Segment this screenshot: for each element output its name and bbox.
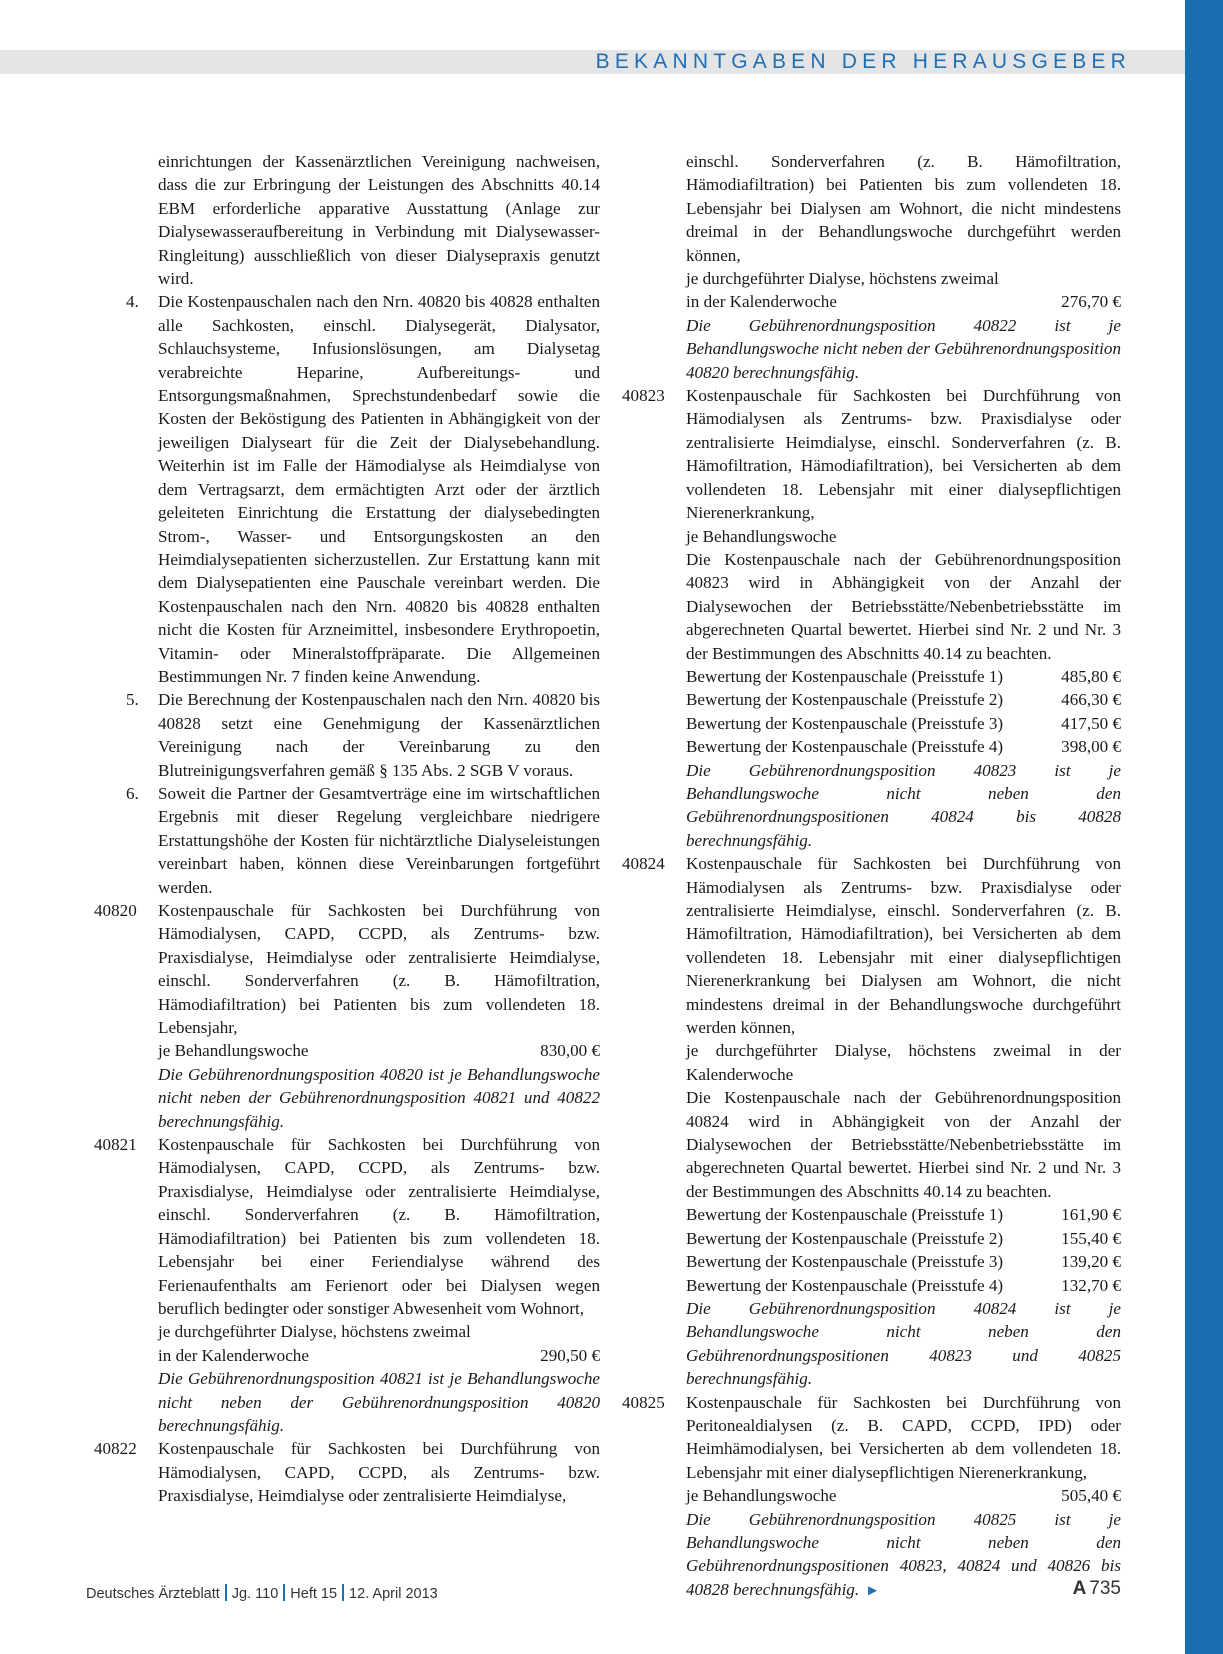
fee-unit: in der Kalenderwoche: [158, 1345, 309, 1365]
fee-price-row: [686, 1484, 1121, 1507]
rate-row: [686, 1250, 1121, 1273]
fee-entry-40822: [94, 1437, 600, 1507]
issue: Heft 15: [290, 1586, 338, 1602]
fee-description: Kostenpauschale für Sachkosten bei Durchführung von Hämodialysen, CAPD, CCPD, als Zentrums- bzw. Praxisdialyse, Heimdialyse oder zentralisierte Heimdialyse, einschl. Sonderverfahren (z. B. Hämofiltration, Hämodiafiltration) bei Patienten bis zum vollendeten 18. Lebensjahr bei einer Feriendialyse während des Ferienaufenthalts am Ferienort oder bei Dialysen wegen beruflich bedingter oder sonstiger Abwesenheit vom Wohnort,: [158, 1135, 600, 1318]
rate-price: 398,00 €: [1061, 737, 1121, 757]
rate-row: [686, 665, 1121, 688]
fee-code: 40820: [94, 901, 137, 920]
rate-label: Bewertung der Kostenpauschale (Preisstufe 4): [686, 737, 1004, 757]
list-text: Soweit die Partner der Gesamtverträge eine im wirtschaftlichen Ergebnis mit dieser Regelung vergleichbare niedrigere Erstattungshöhe der Kosten für nichtärztliche Dialyseleistungen vereinbart haben, können diese Vereinbarungen fortgeführt werden.: [158, 783, 600, 897]
list-item: [94, 782, 600, 899]
rate-label: Bewertung der Kostenpauschale (Preisstufe 1): [686, 1205, 1004, 1225]
fee-unit: je durchgeführter Dialyse, höchstens zweimal: [158, 1322, 471, 1342]
rate-label: Bewertung der Kostenpauschale (Preisstufe 2): [686, 1228, 1004, 1248]
rate-price: 161,90 €: [1061, 1205, 1121, 1225]
rate-label: Bewertung der Kostenpauschale (Preisstufe 2): [686, 690, 1004, 710]
right-column: [622, 150, 1121, 1603]
list-text: Die Berechnung der Kostenpauschalen nach den Nrn. 40820 bis 40828 setzt eine Genehmigung der Kassenärztlichen Vereinigung nach der Vereinbarung zu den Blutreinigungsverfahren gemäß § 135 Abs. 2 SGB V voraus.: [158, 690, 600, 780]
fee-description: Kostenpauschale für Sachkosten bei Durchführung von Hämodialysen, CAPD, CCPD, als Zentrums- bzw. Praxisdialyse, Heimdialyse oder zentralisierte Heimdialyse, einschl. Sonderverfahren (z. B. Hämofiltration, Hämodiafiltration) bei Patienten bis zum vollendeten 18. Lebensjahr,: [158, 901, 600, 1038]
fee-unit: in der Kalenderwoche: [686, 292, 837, 312]
rate-price: 139,20 €: [1061, 1252, 1121, 1272]
rate-price: 485,80 €: [1061, 666, 1121, 686]
rate-label: Bewertung der Kostenpauschale (Preisstufe 1): [686, 666, 1004, 686]
fee-price-row: [158, 1039, 600, 1062]
rate-row: [686, 1274, 1121, 1297]
continued-paragraph: einschl. Sonderverfahren (z. B. Hämofiltration, Hämodiafiltration) bei Patienten bis zum vollendeten 18. Lebensjahr bei Dialysen am Wohnort, die nicht mindestens dreimal in der Behandlungswoche durchgeführt werden können,: [686, 152, 1121, 265]
fee-price-row: [158, 1344, 600, 1367]
fee-body: Die Kostenpauschale nach der Gebührenordnungsposition 40824 wird in Abhängigkeit von der Anzahl der Dialysewochen der Betriebsstätte/Nebenbetriebsstätte im abgerechneten Quartal bewertet. Hierbei sind Nr. 2 und Nr. 3 der Bestimmungen des Abschnitts 40.14 zu beachten.: [686, 1088, 1121, 1201]
fee-unit: je durchgeführter Dialyse, höchstens zweimal: [686, 269, 999, 289]
fee-note: Die Gebührenordnungsposition 40824 ist je Behandlungswoche nicht neben den Gebührenordnungspositionen 40823 und 40825 berechnungsfähig.: [686, 1298, 1121, 1389]
fee-note: Die Gebührenordnungsposition 40823 ist je Behandlungswoche nicht neben den Gebührenordnungspositionen 40824 bis 40828 berechnungsfähig.: [686, 760, 1121, 850]
list-item: [94, 290, 600, 688]
list-number: 6.: [126, 783, 139, 803]
rate-row: [686, 1203, 1121, 1226]
rate-label: Bewertung der Kostenpauschale (Preisstufe 3): [686, 1252, 1004, 1272]
fee-note: Die Gebührenordnungsposition 40822 ist je Behandlungswoche nicht neben der Gebührenordnungsposition 40820 berechnungsfähig.: [686, 315, 1121, 382]
fee-price: 830,00 €: [540, 1041, 600, 1061]
fee-code: 40825: [622, 1392, 665, 1412]
list-number: 4.: [126, 292, 139, 312]
fee-code: 40821: [94, 1135, 137, 1155]
fee-note: Die Gebührenordnungsposition 40821 ist je Behandlungswoche nicht neben der Gebührenordnungsposition 40820 berechnungsfähig.: [158, 1369, 600, 1435]
fee-note-text: Die Gebührenordnungsposition 40825 ist je Behandlungswoche nicht neben den Gebührenordnungspositionen 40823, 40824 und 40826 bis 40828 berechnungsfähig.: [686, 1509, 1121, 1599]
list-text: Die Kostenpauschalen nach den Nrn. 40820 bis 40828 enthalten alle Sachkosten, einschl. Dialysegerät, Dialysator, Schlauchsysteme, Infusionslösungen, am Dialysetag verabreichte Heparine, Aufbereitungs- und Entsorgungsmaßnahmen, Sprechstundenbedarf sowie die Kosten der Beköstigung des Patienten in Abhängigkeit von der jeweiligen Dialyseart für die Zeit der Dialysebehandlung. Weiterhin ist im Falle der Hämodialyse als Heimdialyse von dem Vertragsarzt, dem ermächtigten Arzt oder der ärztlich geleiteten Einrichtung die Erstattung der dialysebedingten Strom-, Wasser- und Entsorgungskosten an den Heimdialysepatienten sicherzustellen. Zur Erstattung kann mit dem Dialysepatienten eine Pauschale vereinbart werden. Die Kostenpauschalen nach den Nrn. 40820 bis 40828 enthalten nicht die Kosten für Arzneimittel, insbesondere Erythropoetin, Vitamin- oder Mineralstoffpräparate. Die Allgemeinen Bestimmungen Nr. 7 finden keine Anwendung.: [158, 292, 600, 686]
continued-paragraph: einrichtungen der Kassenärztlichen Vereinigung nachweisen, dass die zur Erbringung der Leistungen des Abschnitts 40.14 EBM erforderliche apparative Ausstattung (Anlage zur Dialysewasseraufbereitung in Verbindung mit Dialysewasser-Ringleitung) ausschließlich von dieser Dialysepraxis genutzt wird.: [158, 152, 600, 289]
separator: [283, 1584, 285, 1601]
fee-note: [686, 1508, 1121, 1604]
fee-code: 40823: [622, 386, 665, 406]
left-column: [94, 150, 600, 1508]
fee-price: 290,50 €: [540, 1345, 600, 1365]
page-prefix: A: [1072, 1578, 1087, 1599]
rate-price: 155,40 €: [1061, 1228, 1121, 1248]
rate-price: 132,70 €: [1061, 1275, 1121, 1295]
journal-name: Deutsches Ärzteblatt: [86, 1586, 220, 1602]
rate-row: [686, 1227, 1121, 1250]
fee-code: 40822: [94, 1439, 137, 1459]
fee-description: Kostenpauschale für Sachkosten bei Durchführung von Hämodialysen als Zentrums- bzw. Praxisdialyse oder zentralisierte Heimdialyse, einschl. Sonderverfahren (z. B. Hämofiltration, Hämodiafiltration), bei Versicherten ab dem vollendeten 18. Lebensjahr mit einer dialysepflichtigen Nierenerkrankung,: [686, 386, 1121, 523]
issue-date: 12. April 2013: [349, 1586, 438, 1602]
page-number: [1073, 1578, 1121, 1600]
fee-entry-40821: [94, 1133, 600, 1437]
page-number-value: 735: [1089, 1578, 1121, 1599]
rate-label: Bewertung der Kostenpauschale (Preisstufe 4): [686, 1275, 1004, 1295]
side-stripe: [1185, 0, 1223, 1654]
separator: [342, 1584, 344, 1601]
fee-entry-40823: [622, 384, 1121, 852]
rate-price: 466,30 €: [1061, 690, 1121, 710]
fee-price: 505,40 €: [1061, 1486, 1121, 1506]
fee-unit: je Behandlungswoche: [686, 1486, 837, 1506]
list-number: 5.: [126, 690, 139, 710]
rate-row: [686, 712, 1121, 735]
rate-price: 417,50 €: [1061, 713, 1121, 733]
rate-label: Bewertung der Kostenpauschale (Preisstufe 3): [686, 713, 1004, 733]
fee-unit: je Behandlungswoche: [686, 526, 837, 546]
fee-description: Kostenpauschale für Sachkosten bei Durchführung von Hämodialysen, CAPD, CCPD, als Zentrums- bzw. Praxisdialyse, Heimdialyse oder zentralisierte Heimdialyse,: [158, 1439, 600, 1506]
volume: Jg. 110: [231, 1586, 279, 1602]
fee-unit: je Behandlungswoche: [158, 1041, 309, 1061]
fee-price: 276,70 €: [1061, 292, 1121, 312]
fee-price-row: [622, 290, 1121, 313]
list-item: [94, 688, 600, 782]
fee-description: Kostenpauschale für Sachkosten bei Durchführung von Hämodialysen als Zentrums- bzw. Praxisdialyse oder zentralisierte Heimdialyse, einschl. Sonderverfahren (z. B. Hämofiltration, Hämodiafiltration), bei Versicherten ab dem vollendeten 18. Lebensjahr mit einer dialysepflichtigen Nierenerkrankung bei Dialysen am Wohnort, die nicht mindestens dreimal in der Behandlungswoche durchgeführt werden können,: [686, 854, 1121, 1038]
fee-description: Kostenpauschale für Sachkosten bei Durchführung von Peritonealdialysen (z. B. CAPD, CCPD, IPD) oder Heimhämodialysen, bei Versicherten ab dem vollendeten 18. Lebensjahr mit einer dialysepflichtigen Nierenerkrankung,: [686, 1392, 1121, 1482]
rate-row: [686, 735, 1121, 758]
fee-body: Die Kostenpauschale nach der Gebührenordnungsposition 40823 wird in Abhängigkeit von der Anzahl der Dialysewochen der Betriebsstätte/Nebenbetriebsstätte im abgerechneten Quartal bewertet. Hierbei sind Nr. 2 und Nr. 3 der Bestimmungen des Abschnitts 40.14 zu beachten.: [686, 549, 1121, 663]
fee-code: 40824: [622, 854, 665, 874]
fee-entry-40820: [94, 899, 600, 1133]
fee-note: Die Gebührenordnungsposition 40820 ist je Behandlungswoche nicht neben der Gebührenordnungsposition 40821 und 40822 berechnungsfähig.: [158, 1064, 600, 1131]
fee-entry-40825: [622, 1391, 1121, 1604]
fee-unit: je durchgeführter Dialyse, höchstens zweimal in der Kalenderwoche: [686, 1041, 1121, 1084]
fee-entry-40824: [622, 852, 1121, 1390]
continue-arrow-icon: ►: [865, 1582, 880, 1599]
rate-row: [686, 688, 1121, 711]
separator: [225, 1584, 227, 1601]
footer-citation: [86, 1584, 438, 1602]
section-title: BEKANNTGABEN DER HERAUSGEBER: [595, 50, 1131, 73]
